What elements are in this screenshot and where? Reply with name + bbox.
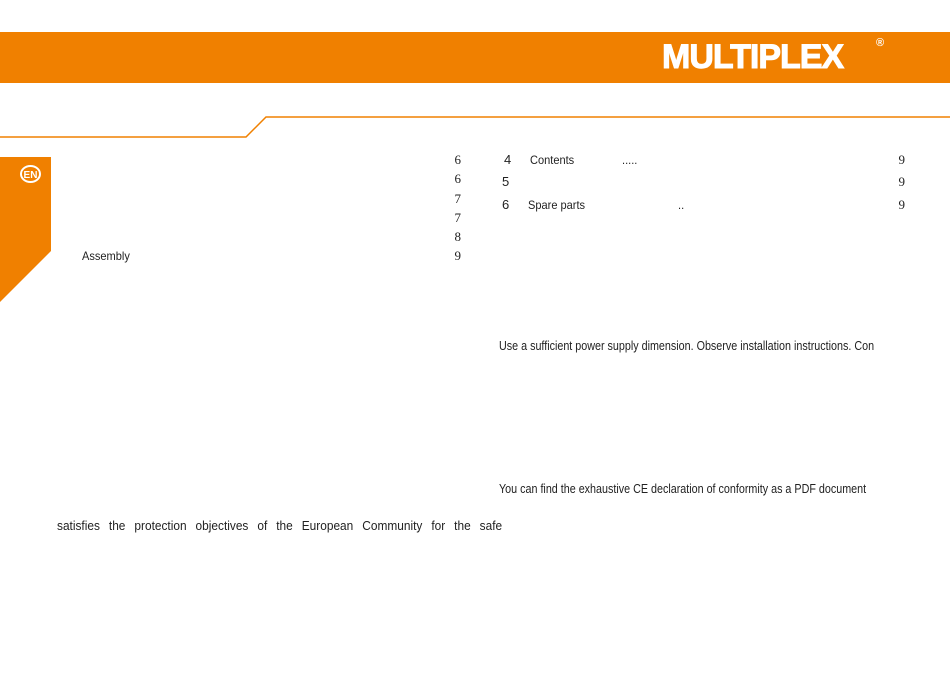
toc-right-page-2: 9 (898, 174, 905, 189)
multiplex-logo (662, 37, 885, 76)
toc-right-number-5: 5 (502, 174, 510, 189)
toc-right-number-6: 6 (502, 197, 510, 212)
toc-left-assembly[interactable]: Assembly (82, 249, 130, 263)
toc-right-spare-parts[interactable]: Spare parts (528, 198, 586, 212)
power-supply-text: Use a sufficient power supply dimension. Observe installation instructions. Con (499, 339, 875, 353)
ce-declaration-text: You can find the exhaustive CE declaration of conformity as a PDF document (499, 482, 867, 496)
toc-right-number-4: 4 (504, 152, 512, 167)
toc-left-page-6: 9 (454, 248, 461, 263)
protection-objectives-text: satisfies the protection objectives of the European Community for the safe (57, 519, 503, 533)
toc-right-page-1: 9 (898, 152, 905, 167)
toc-left-page-3: 7 (454, 191, 461, 206)
toc-right-dots-1: ..... (622, 153, 638, 167)
toc-left-page-5: 8 (454, 229, 461, 244)
toc-left-page-1: 6 (454, 152, 461, 167)
registered-mark: ® (876, 37, 885, 49)
header-divider-line (0, 110, 950, 140)
toc-left-page-2: 6 (454, 171, 461, 186)
logo-text: MULTIPLEX (662, 38, 844, 76)
toc-left-page-4: 7 (454, 210, 461, 225)
language-badge-en: EN (20, 165, 41, 183)
toc-right-page-3: 9 (898, 197, 905, 212)
sidebar-tab (0, 137, 60, 307)
toc-right-dots-3: .. (678, 198, 685, 212)
toc-right-contents[interactable]: Contents (530, 153, 575, 167)
